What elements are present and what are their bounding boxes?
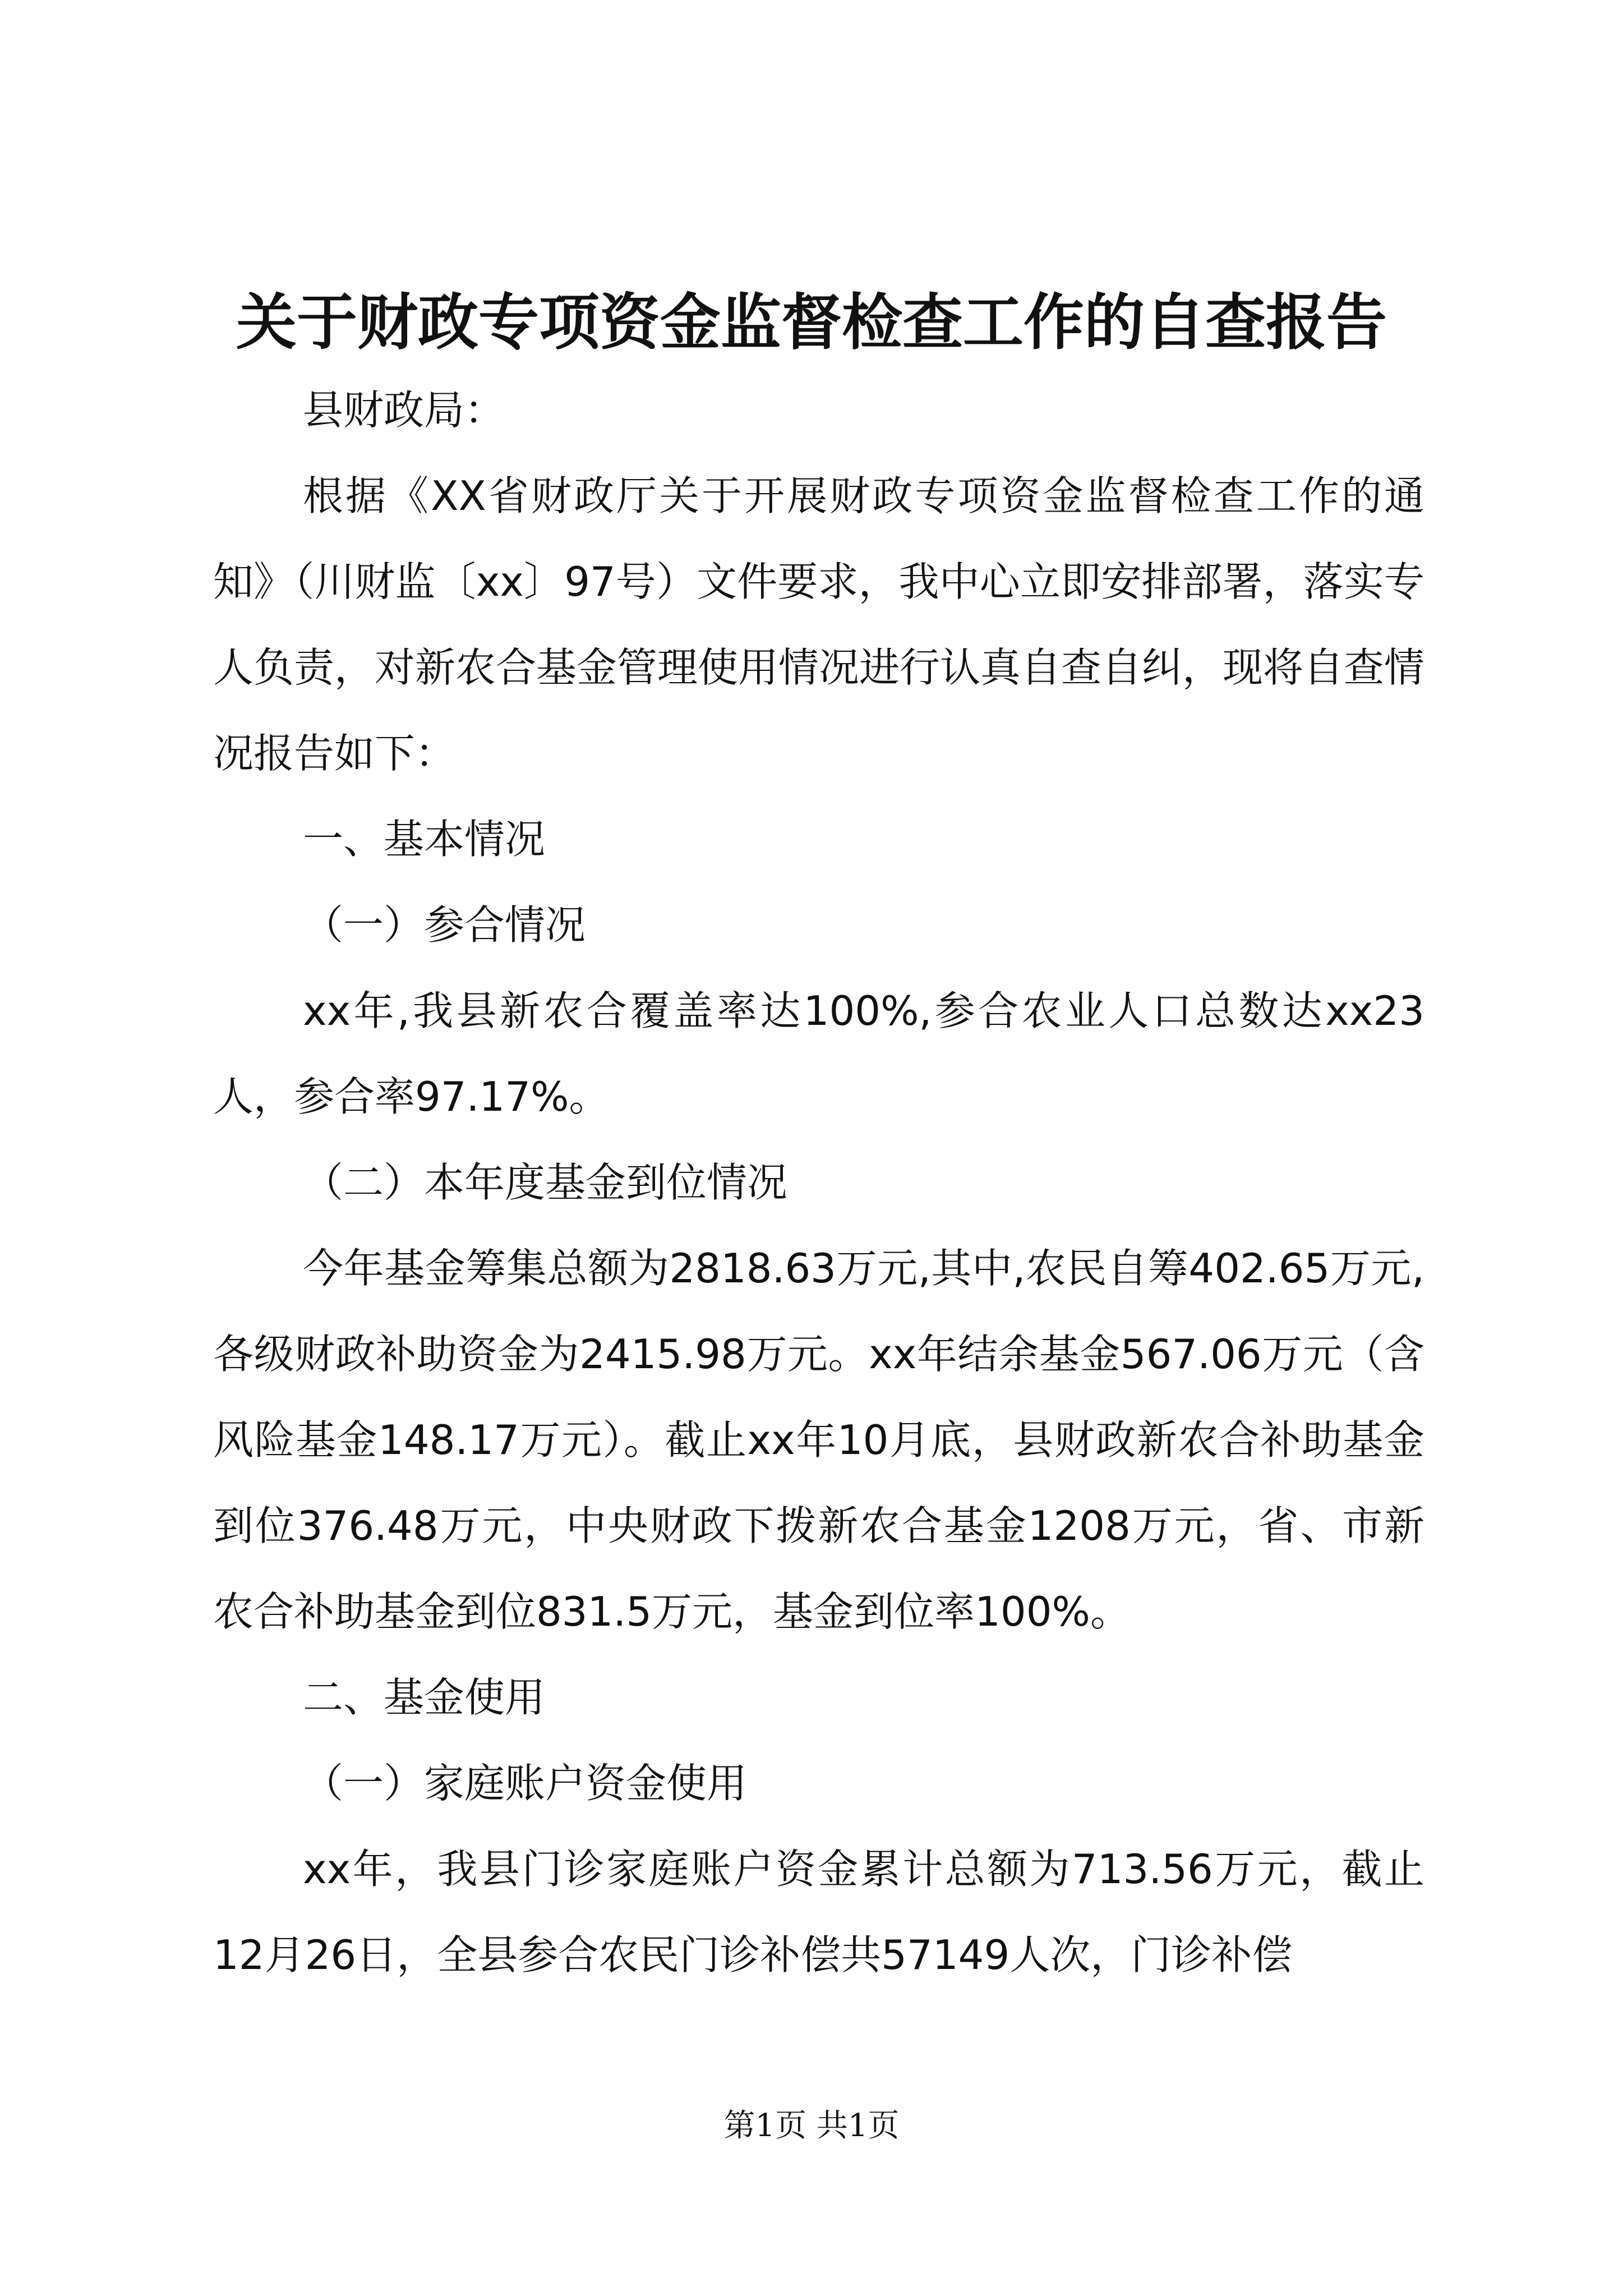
- subsection-heading-2-1: （一）家庭账户资金使用: [303, 1760, 748, 1807]
- section-heading-1: 一、基本情况: [303, 816, 546, 863]
- subsection-heading-1-2: （二）本年度基金到位情况: [303, 1159, 788, 1206]
- document-title: 关于财政专项资金监督检查工作的自查报告: [236, 287, 1387, 358]
- paragraph-participation: xx年,我县新农合覆盖率达100%,参合农业人口总数达xx23人，参合率97.17%。: [213, 987, 1424, 1120]
- section-heading-2: 二、基金使用: [303, 1674, 546, 1721]
- paragraph-family-account: xx年，我县门诊家庭账户资金累计总额为713.56万元，截止12月26日，全县参合农民门诊补偿共57149人次，门诊补偿: [213, 1846, 1424, 1978]
- subsection-heading-1-1: （一）参合情况: [303, 901, 586, 949]
- salutation: 县财政局：: [303, 386, 505, 434]
- page-footer: 第1页 共1页: [723, 2108, 900, 2144]
- document-body: [213, 367, 1424, 1998]
- intro-paragraph: 根据《XX省财政厅关于开展财政专项资金监督检查工作的通知》（川财监〔xx〕97号）文件要求，我中心立即安排部署，落实专人负责，对新农合基金管理使用情况进行认真自查自纠，现将自查情况报告如下：: [213, 472, 1425, 777]
- paragraph-fund-arrival: 今年基金筹集总额为2818.63万元,其中,农民自筹402.65万元,各级财政补助资金为2415.98万元。xx年结余基金567.06万元（含风险基金148.17万元）。截止xx年10月底，县财政新农合补助基金到位376.48万元，中央财政下拨新农合基金1208万元，省、市新农合补助基金到位831.5万元，基金到位率100%。: [213, 1245, 1424, 1635]
